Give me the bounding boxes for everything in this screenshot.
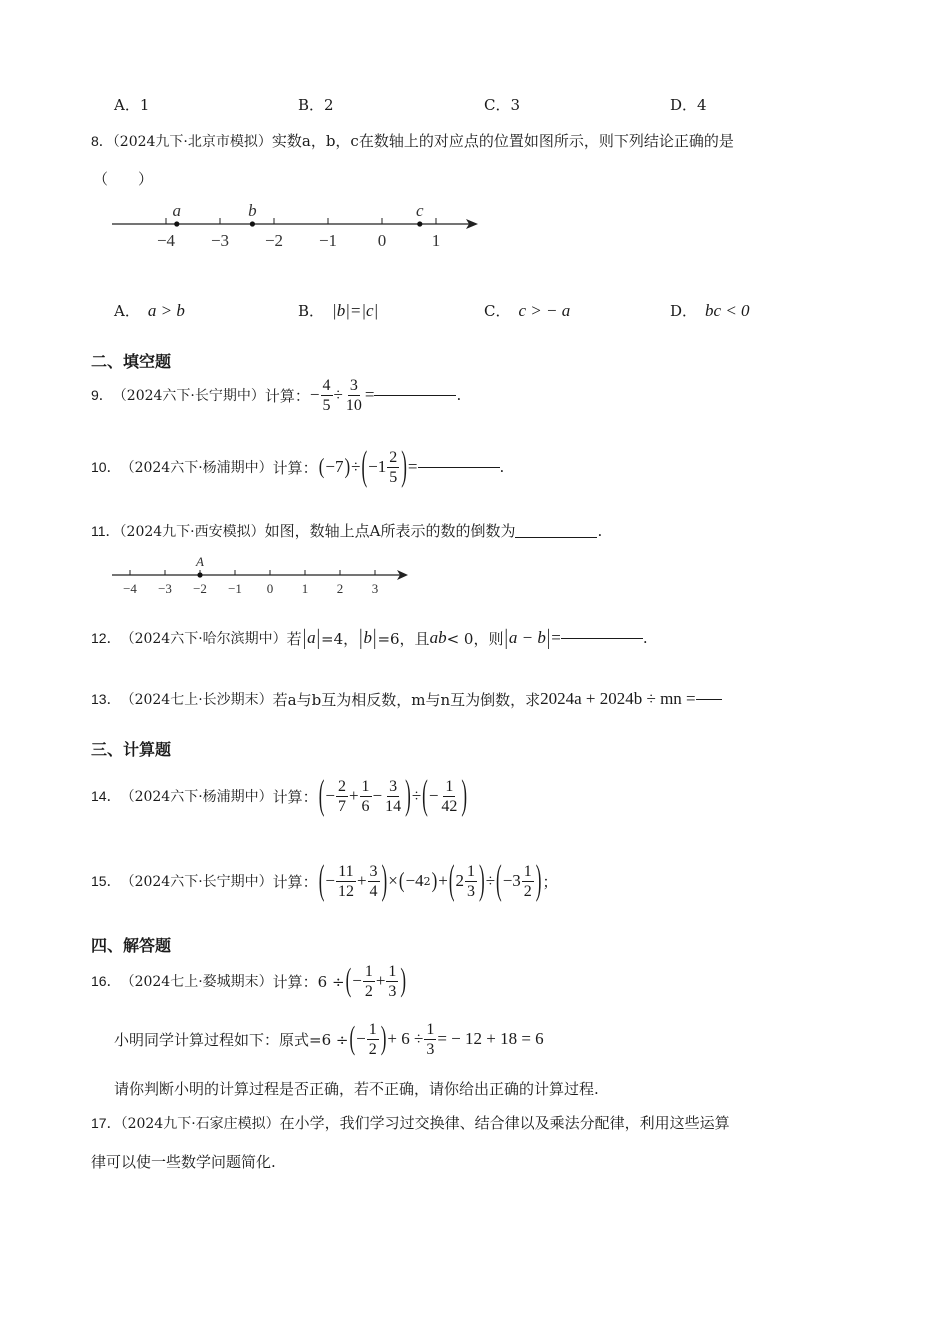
q15 xyxy=(91,858,557,904)
question-text: 计算： xyxy=(272,458,318,477)
fraction xyxy=(387,448,399,487)
question-text: 在小学，我们学习过交换律、结合律以及乘法分配律，利用这些运算 xyxy=(279,1114,730,1132)
work-expression: + 6 ÷ xyxy=(387,1029,424,1048)
question-text: =6，且 xyxy=(377,629,430,648)
denominator: 5 xyxy=(322,396,331,414)
axis-tick-label: −2 xyxy=(193,581,207,596)
fraction xyxy=(367,1020,379,1059)
q16-student-work xyxy=(114,1018,544,1060)
denominator: 3 xyxy=(426,1040,435,1058)
q8-answer-paren: （ ） xyxy=(93,170,154,188)
number: −7 xyxy=(325,457,344,476)
right-paren: ) xyxy=(431,868,438,893)
question-source: （2024七上·长沙期末） xyxy=(120,692,273,708)
equals-sign: = xyxy=(551,628,561,647)
axis-point-label: b xyxy=(248,201,257,220)
question-text: 实数a，b，c在数轴上的对应点的位置如图所示，则下列结论正确的是 xyxy=(271,132,734,150)
abs-bar: | xyxy=(302,625,307,650)
divide-sign: ÷ xyxy=(351,457,361,476)
question-number: 11． xyxy=(91,523,120,539)
expression: ab xyxy=(429,628,447,647)
denominator: 5 xyxy=(389,468,398,486)
numerator: 1 xyxy=(467,862,476,880)
question-source: （2024六下·哈尔滨期中） xyxy=(120,631,287,647)
period: . xyxy=(456,386,462,404)
question-text: 若 xyxy=(286,629,302,648)
plus-sign: + xyxy=(438,871,448,890)
axis-tick-label: −1 xyxy=(318,231,338,250)
work-expression: = − 12 + 18 = 6 xyxy=(437,1029,544,1048)
abs-bar: | xyxy=(316,625,320,650)
q16-instruction: 请你判断小明的计算过程是否正确，若不正确，请你给出正确的计算过程. xyxy=(114,1080,599,1098)
denominator: 3 xyxy=(388,982,397,1000)
right-paren: ) xyxy=(461,772,468,818)
axis-tick-label: 1 xyxy=(301,581,309,596)
axis-tick-label: −4 xyxy=(123,581,137,596)
expression: a − b xyxy=(508,628,546,647)
minus-sign: − xyxy=(372,786,383,805)
question-source: （2024六下·长宁期中） xyxy=(112,388,265,404)
axis-tick-label: −2 xyxy=(264,231,284,250)
question-source: （2024九下·西安模拟） xyxy=(119,524,265,540)
axis-tick-label: 0 xyxy=(377,231,387,250)
axis-point-A xyxy=(197,572,202,577)
denominator: 3 xyxy=(467,882,476,900)
plus-sign: + xyxy=(356,871,367,890)
mixed-whole: −3 xyxy=(502,871,521,890)
fraction xyxy=(321,376,333,415)
left-paren: ( xyxy=(361,443,368,489)
denominator: 12 xyxy=(337,882,354,900)
question-text: 计算： xyxy=(264,386,310,405)
power-base: −4 xyxy=(405,871,424,890)
question-source: （2024六下·杨浦期中） xyxy=(120,789,273,805)
left-paren: ( xyxy=(496,857,502,903)
section-heading-fill-in: 二、填空题 xyxy=(91,352,172,371)
question-text: 若a与b互为相反数，m与n互为倒数，求 xyxy=(272,690,541,709)
option-expression: bc < 0 xyxy=(705,300,750,320)
abs-bar: | xyxy=(359,625,363,650)
question-number: 13． xyxy=(91,691,121,707)
axis-point-label: c xyxy=(416,201,424,220)
section-heading-answer: 四、解答题 xyxy=(91,936,172,955)
answer-blank[interactable] xyxy=(561,638,643,639)
axis-tick-label: 1 xyxy=(431,231,441,250)
axis-tick-label: −4 xyxy=(156,231,176,250)
denominator: 2 xyxy=(364,982,373,1000)
minus-sign: − xyxy=(356,1029,366,1048)
minus-sign: − xyxy=(309,385,320,404)
numerator: 1 xyxy=(426,1020,435,1038)
numerator: 3 xyxy=(349,376,358,394)
question-number: 16． xyxy=(91,973,121,989)
axis-tick-label: 3 xyxy=(371,581,379,596)
option-letter: D． xyxy=(670,302,698,320)
numerator: 11 xyxy=(338,862,354,880)
section-heading-calculation: 三、计算题 xyxy=(91,740,172,759)
option-letter: C． xyxy=(484,302,511,320)
q17-line-1 xyxy=(91,1112,730,1133)
option-expression: |b|=|c| xyxy=(332,300,379,320)
question-source: （2024七上·婺城期末） xyxy=(120,974,273,990)
fraction xyxy=(465,862,477,901)
numerator: 2 xyxy=(337,777,346,795)
right-paren: ) xyxy=(344,454,351,479)
expression: 2024a + 2024b ÷ mn = xyxy=(540,689,696,708)
option-expression: a > b xyxy=(147,300,185,320)
power-exponent: 2 xyxy=(423,874,431,888)
axis-point-a xyxy=(174,221,179,226)
left-paren: ( xyxy=(318,454,325,479)
question-source: （2024六下·长宁期中） xyxy=(120,874,273,890)
denominator: 2 xyxy=(523,882,532,900)
numerator: 3 xyxy=(389,777,398,795)
left-paren: ( xyxy=(345,962,352,999)
question-number: 15． xyxy=(91,873,121,889)
q7-option-d: D．4 xyxy=(670,96,707,114)
period: . xyxy=(597,522,603,540)
period: . xyxy=(642,629,648,647)
times-sign: × xyxy=(388,871,398,890)
abs-bar: | xyxy=(546,625,551,650)
left-paren: ( xyxy=(318,857,325,903)
right-paren: ) xyxy=(400,962,407,999)
denominator: 7 xyxy=(337,797,346,815)
plus-sign: + xyxy=(375,971,386,990)
q13 xyxy=(91,686,722,712)
left-paren: ( xyxy=(448,857,455,903)
q7-option-a: A．1 xyxy=(114,96,150,114)
axis-tick-label: −3 xyxy=(158,581,172,596)
q8-option-d xyxy=(670,300,750,321)
left-paren: ( xyxy=(398,868,405,893)
denominator: 2 xyxy=(368,1040,377,1058)
mixed-whole: −1 xyxy=(368,457,387,476)
question-number: 10． xyxy=(91,459,121,475)
variable: a xyxy=(307,628,316,647)
q8-option-c xyxy=(484,300,570,321)
answer-blank[interactable] xyxy=(374,395,456,396)
fraction xyxy=(368,862,380,901)
axis-point-label: a xyxy=(172,201,182,220)
fraction xyxy=(360,777,372,816)
fraction xyxy=(344,376,364,415)
q14 xyxy=(91,773,468,819)
q12 xyxy=(91,624,648,652)
question-text: 计算： xyxy=(272,872,318,891)
semicolon: ； xyxy=(542,872,558,891)
option-letter: A． xyxy=(114,302,140,320)
answer-blank[interactable] xyxy=(515,537,597,538)
left-paren: ( xyxy=(349,1020,356,1057)
question-text: 计算：6 ÷ xyxy=(272,972,345,991)
option-letter: B． xyxy=(298,302,325,320)
right-paren: ) xyxy=(380,1020,387,1057)
q11-number-line xyxy=(108,550,418,600)
fraction xyxy=(439,777,459,816)
question-number: 9． xyxy=(91,387,113,403)
axis-tick-label: −3 xyxy=(210,231,230,250)
numerator: 3 xyxy=(369,862,378,880)
axis-point-b xyxy=(250,221,255,226)
denominator: 4 xyxy=(369,882,378,900)
axis-tick-label: 2 xyxy=(336,581,344,596)
denominator: 6 xyxy=(361,797,370,815)
q16 xyxy=(91,961,407,1001)
question-number: 12． xyxy=(91,630,121,646)
question-source: （2024九下·石家庄模拟） xyxy=(120,1116,280,1132)
right-paren: ) xyxy=(535,857,542,903)
work-text: 小明同学计算过程如下：原式=6 ÷ xyxy=(114,1030,349,1049)
question-number: 8． xyxy=(91,133,113,149)
variable: b xyxy=(363,628,373,647)
period: . xyxy=(499,458,505,476)
minus-sign: − xyxy=(325,871,335,890)
axis-point-label: A xyxy=(196,554,204,569)
denominator: 14 xyxy=(385,797,402,815)
right-paren: ) xyxy=(401,443,407,489)
fraction xyxy=(522,862,534,901)
axis-tick-label: −1 xyxy=(228,581,242,596)
mixed-whole: 2 xyxy=(455,871,465,890)
numerator: 2 xyxy=(389,448,398,466)
fraction xyxy=(363,962,375,1001)
divide-sign: ÷ xyxy=(411,786,422,805)
axis-point-c xyxy=(417,221,422,226)
minus-sign: − xyxy=(428,786,439,805)
right-paren: ) xyxy=(381,857,388,903)
minus-sign: − xyxy=(352,971,362,990)
left-paren: ( xyxy=(422,772,428,818)
numerator: 1 xyxy=(388,962,397,980)
question-text: =4， xyxy=(321,629,359,648)
divide-sign: ÷ xyxy=(485,871,496,890)
left-paren: ( xyxy=(318,772,325,818)
answer-blank[interactable] xyxy=(696,699,722,700)
question-source: （2024九下·北京市模拟） xyxy=(112,134,272,150)
q7-option-c: C．3 xyxy=(484,96,521,114)
divide-sign: ÷ xyxy=(333,385,343,404)
numerator: 1 xyxy=(445,777,454,795)
fraction xyxy=(386,962,398,1001)
right-paren: ) xyxy=(479,857,485,903)
minus-sign: − xyxy=(325,786,335,805)
q9 xyxy=(91,374,461,416)
numerator: 1 xyxy=(368,1020,377,1038)
question-text: 如图，数轴上点A所表示的数的倒数为 xyxy=(264,522,516,540)
q11-stem xyxy=(91,520,602,541)
abs-bar: | xyxy=(373,625,377,650)
numerator: 1 xyxy=(361,777,370,795)
fraction xyxy=(424,1020,436,1059)
denominator: 42 xyxy=(441,797,458,815)
fraction xyxy=(336,862,356,901)
equals-sign: = xyxy=(364,385,375,404)
q8-option-b xyxy=(298,300,378,321)
q10 xyxy=(91,443,505,489)
equals-sign: = xyxy=(407,457,418,476)
answer-blank[interactable] xyxy=(418,467,500,468)
numerator: 1 xyxy=(364,962,373,980)
fraction xyxy=(383,777,403,816)
q8-stem xyxy=(91,130,734,151)
right-paren: ) xyxy=(405,772,411,818)
question-source: （2024六下·杨浦期中） xyxy=(120,460,273,476)
axis-tick-label: 0 xyxy=(266,581,274,596)
q17-line-2: 律可以使一些数学问题简化. xyxy=(91,1153,276,1171)
abs-bar: | xyxy=(504,625,508,650)
option-expression: c > − a xyxy=(518,300,571,320)
numerator: 1 xyxy=(523,862,532,880)
question-number: 14． xyxy=(91,788,121,804)
plus-sign: + xyxy=(348,786,359,805)
question-text: 计算： xyxy=(272,787,318,806)
q8-option-a xyxy=(114,300,185,321)
fraction xyxy=(336,777,348,816)
q7-option-b: B．2 xyxy=(298,96,334,114)
question-number: 17． xyxy=(91,1115,121,1131)
numerator: 4 xyxy=(322,376,331,394)
q8-number-line xyxy=(108,196,488,256)
question-text: < 0，则 xyxy=(446,629,504,648)
denominator: 10 xyxy=(345,396,362,414)
